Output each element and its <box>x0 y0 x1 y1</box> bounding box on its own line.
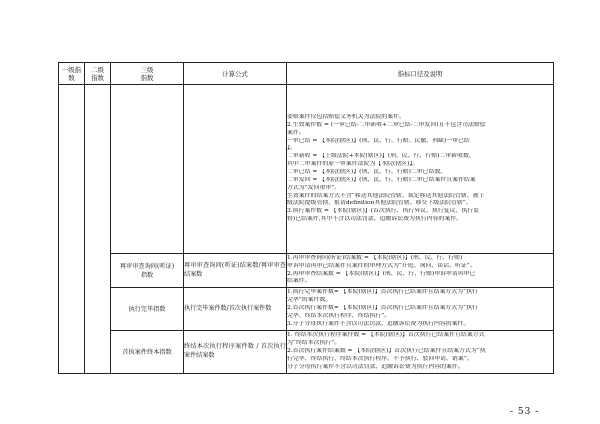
description-cell: 委赔案件仅包括赔偿义务机关为法院的案件。 2.生效案件数 = (一审已结-二审新收+二审已结-二审发回)且不包含司法赔偿 案件。 一审已结 = 【本院(辖区)】(刑、民、行、行赔、民撤、刑缺)一审已结 】。 二审新收 = 【上级法院+本院(辖区)】(刑、民、行、行赔)二审新收数, 其中二审案件的原一审案件法院为【本院(辖区)】。 二审已结 = 【本院(辖区)】(刑、民、行、行赔)二审已结数。 二审发回 = 【本院(辖区)】(刑、民、行、行赔)二审已结案件且案件结案 方式为“发回重审”。 生效案件的结案方式不含“移送其他法院管辖、裁定移送其他法院管辖、被上 级法院提级管辖、报请definition其他法院管辖、移交下级法院管辖”。 3.执行案件数 = 【本院(辖区)】(首次执行、执行异议、执行复议、执行监 督)已结案件,其中不含以司法罚款、追缴诉讼费为执行内容的案件。 <box>287 85 554 254</box>
page-number: - 53 - <box>510 407 540 417</box>
header-level2: 二级 指数 <box>85 63 111 85</box>
table-row <box>59 288 554 331</box>
description-cell: 1.再审审查询问(听证)结案数 = 【本院(辖区)】(刑、民、行、行赔) 申诉申请再审已结案件且案件的审理方式为“开庭、询问、谈话、听证”。 2.再审审查结案数 = 【本院(辖区)】(刑、民、行、行赔)申诉申请再审已 结案件。 <box>287 254 554 288</box>
header-formula: 计算公式 <box>184 63 287 85</box>
level3-cell: 再审审查询问(听证) 指数 <box>111 254 184 288</box>
header-level1: 一级指 数 <box>59 63 85 85</box>
level2-cell <box>85 85 111 374</box>
description-cell: 1. 终结本次执行程序案件数 = 【本院(辖区)】首次执行已结案件且结案方式 为“终结本次执行”。 2.首次执行案件结案数 = 【本院(辖区)】首次执行已结案件且结案方式为“执 行完毕、终结执行、终结本次执行程序、不予执行、驳回申请、销案”。 分子分母执行案件不含以司法罚款、追缴诉讼费为执行内容的案件。 <box>287 331 554 374</box>
formula-cell-empty <box>184 85 287 254</box>
formula-cell: 再审审查询问(听证)结案数/再审审查结案数 <box>184 254 287 288</box>
level1-cell <box>59 85 85 374</box>
table-row <box>59 254 554 288</box>
header-description: 指标口径及说明 <box>287 63 554 85</box>
formula-cell: 执行完毕案件数/首次执行案件数 <box>184 288 287 331</box>
formula-cell: 终结本次执行程序案件数 / 首次执行案件结案数 <box>184 331 287 374</box>
level3-cell-empty <box>111 85 184 254</box>
table-row-continuation <box>59 85 554 254</box>
description-cell: 1.执行完毕案件数= 【本院(辖区)】首次执行已结案件且结案方式为“执行 完毕”的案件数。 2.首次执行案件数= 【本院(辖区)】首次执行已结案件且结案方式为“执行 完毕、终结本次执行程序、终结执行”。 3.分子分母执行案件不含以司法罚款、追缴诉讼费为执行内容的案件。 <box>287 288 554 331</box>
index-table <box>58 62 554 374</box>
level3-cell: 首执案件终本指数 <box>111 331 184 374</box>
header-row <box>59 63 554 85</box>
level3-cell: 执行完毕指数 <box>111 288 184 331</box>
table-row <box>59 331 554 374</box>
header-level3: 三级 指数 <box>111 63 184 85</box>
